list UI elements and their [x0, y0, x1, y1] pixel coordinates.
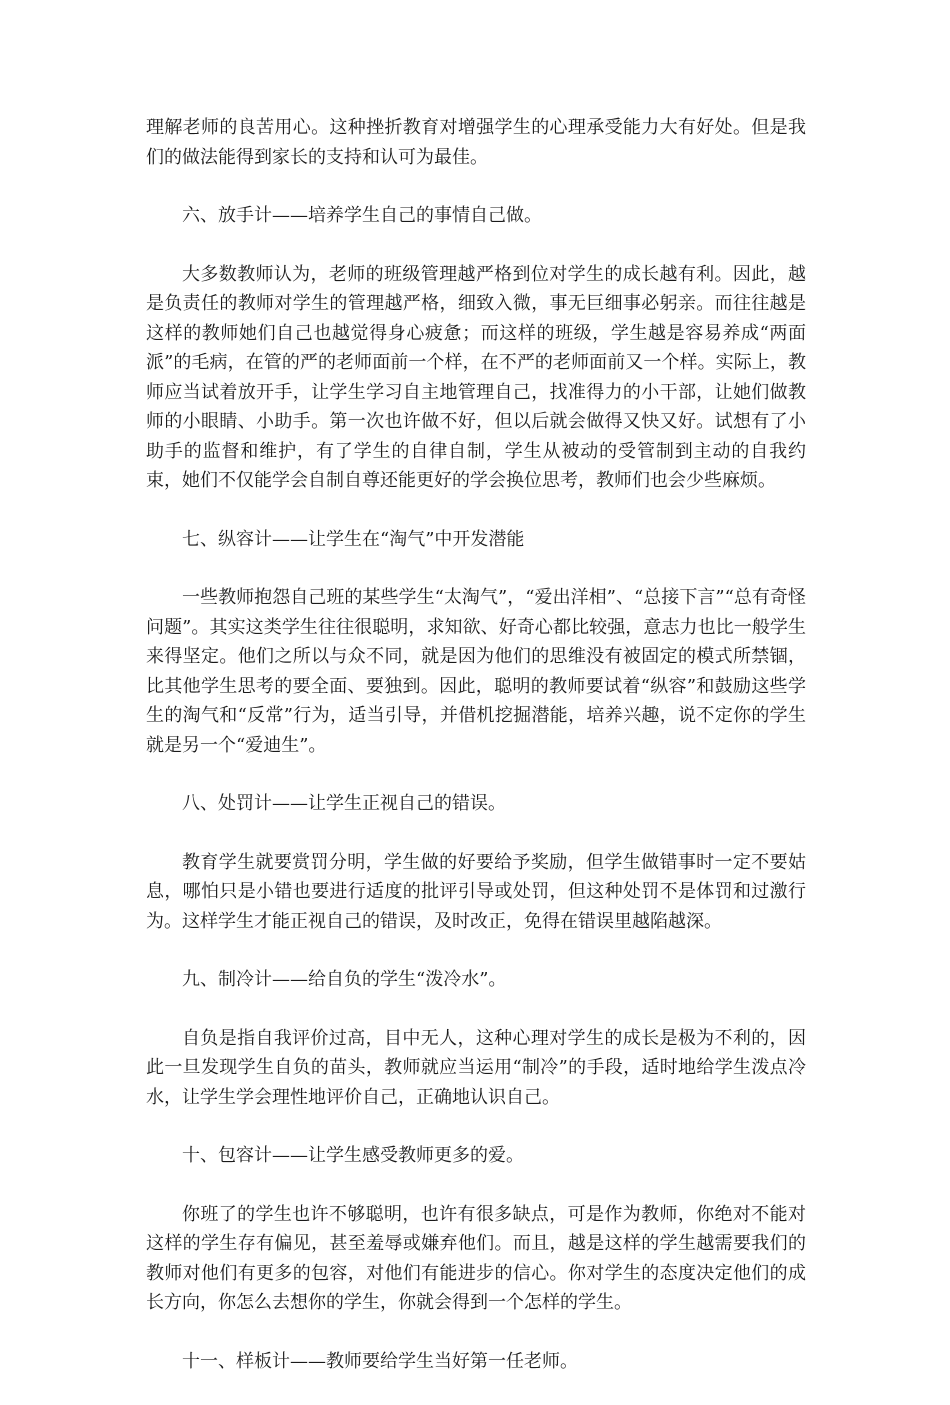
paragraph-8: 教育学生就要赏罚分明，学生做的好要给予奖励，但学生做错事时一定不要姑息，哪怕只是小错也要进行适度的批评引导或处罚，但这种处罚不是体罚和过激行为。这样学生才能正视自己的错误，及时改正，免得在错误里越陷越深。: [146, 851, 806, 932]
paragraph-10: 你班了的学生也许不够聪明，也许有很多缺点，可是作为教师，你绝对不能对这样的学生存有偏见，甚至羞辱或嫌弃他们。而且，越是这样的学生越需要我们的教师对他们有更多的包容，对他们有能进步的信心。你对学生的态度决定他们的成长方向，你怎么去想你的学生，你就会得到一个怎样的学生。: [146, 1203, 806, 1313]
paragraph-9: 自负是指自我评价过高，目中无人，这种心理对学生的成长是极为不利的，因此一旦发现学生自负的苗头，教师就应当运用“制冷”的手段，适时地给学生泼点冷水，让学生学会理性地评价自己，正确地认识自己。: [146, 1027, 806, 1108]
document-body: [146, 113, 806, 1405]
section-heading-11: 十一、样板计——教师要给学生当好第一任老师。: [182, 1350, 578, 1372]
paragraph-continued: 理解老师的良苦用心。这种挫折教育对增强学生的心理承受能力大有好处。但是我们的做法能得到家长的支持和认可为最佳。: [146, 117, 806, 168]
section-heading-6: 六、放手计——培养学生自己的事情自己做。: [182, 205, 542, 226]
section-heading-7: 七、纵容计——让学生在“淘气”中开发潜能: [182, 528, 525, 550]
paragraph-6: 大多数教师认为，老师的班级管理越严格到位对学生的成长越有利。因此，越是负责任的教师对学生的管理越严格，细致入微，事无巨细事必躬亲。而往往越是这样的教师她们自己也越觉得身心疲惫；而这样的班级，学生越是容易养成“两面派”的毛病，在管的严的老师面前一个样，在不严的老师面前又一个样。实际上，教师应当试着放开手，让学生学习自主地管理自己，找准得力的小干部，让她们做教师的小眼睛、小助手。第一次也许做不好，但以后就会做得又快又好。试想有了小助手的监督和维护，有了学生的自律自制，学生从被动的受管制到主动的自我约束，她们不仅能学会自制自尊还能更好的学会换位思考，教师们也会少些麻烦。: [146, 263, 806, 491]
paragraph-7: 一些教师抱怨自己班的某些学生“太淘气”，“爱出洋相”、“总接下言”“总有奇怪问题”。其实这类学生往往很聪明，求知欲、好奇心都比较强，意志力也比一般学生来得坚定。他们之所以与众不同，就是因为他们的思维没有被固定的模式所禁锢，比其他学生思考的要全面、要独到。因此，聪明的教师要试着“纵容”和鼓励这些学生的淘气和“反常”行为，适当引导，并借机挖掘潜能，培养兴趣，说不定你的学生就是另一个“爱迪生”。: [146, 587, 806, 756]
section-heading-8: 八、处罚计——让学生正视自己的错误。: [182, 793, 506, 814]
section-heading-9: 九、制冷计——给自负的学生“泼冷水”。: [182, 969, 507, 990]
section-heading-10: 十、包容计——让学生感受教师更多的爱。: [182, 1145, 524, 1166]
